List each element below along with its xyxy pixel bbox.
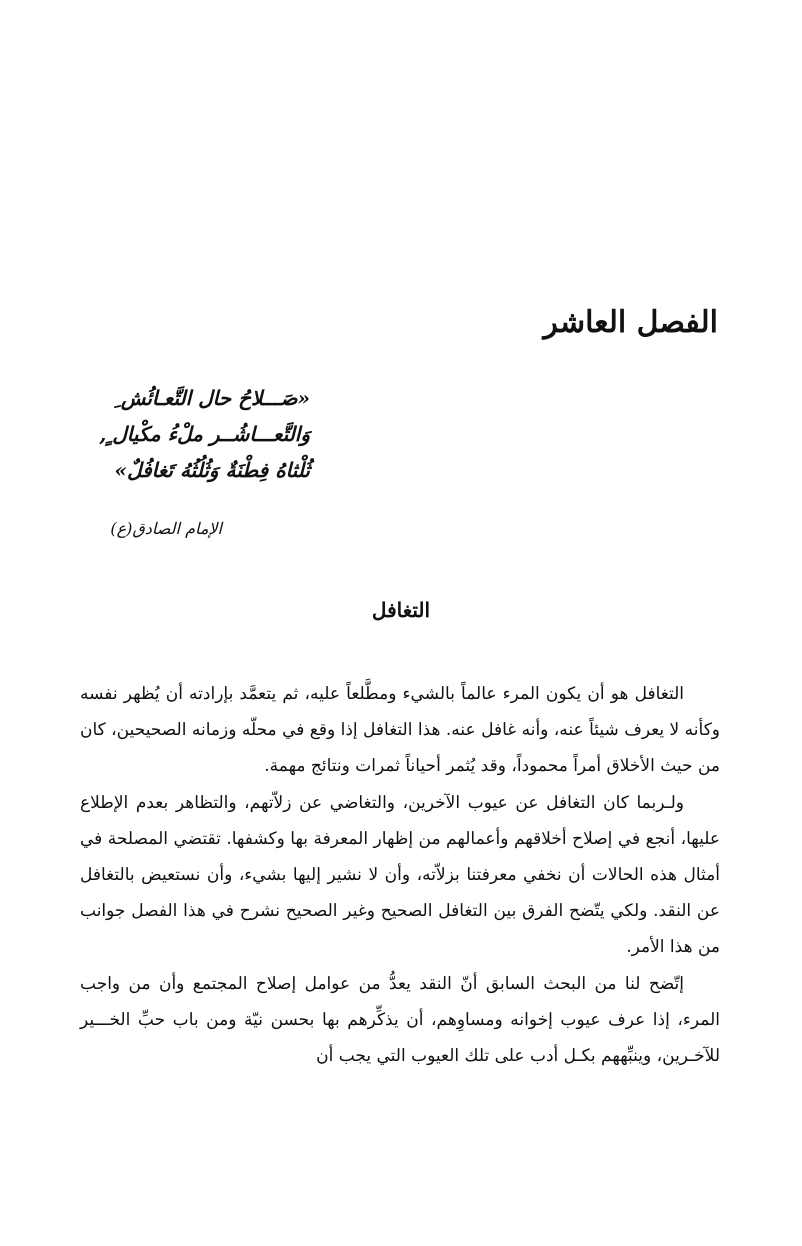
paragraph: ولـربما كان التغافل عن عيوب الآخرين، والتغاضي عن زلاّتهم، والتظاهر بعدم الإطلاع عليها، أنجع في إصلاح أخلاقهم وأعمالهم من إظهار المعرفة بها وكشفها. تقتضي المصلحة في أمثال هذه الحالات أن نخفي معرفتنا بزلاّته، وأن لا نشير إليها بشيء، وأن نستعيض بالتغافل عن النقد. ولكي يتّضح الفرق بين التغافل الصحيح وغير الصحيح نشرح في هذا الفصل جوانب من هذا الأمر. (80, 792, 720, 958)
paragraph: التغافل هو أن يكون المرء عالماً بالشيء ومطَّلعاً عليه، ثم يتعمَّد بإرادته أن يُظهر نفسه وكأنه لا يعرف شيئاً عنه، وأنه غافل عنه. هذا التغافل إذا وقع في محلّه وزمانه الصحيحين، كان من حيث الأخلاق أمراً محموداً، وقد يُثمر أحياناً ثمرات ونتائج مهمة. (80, 684, 720, 777)
epigraph-line: «صَـــلاحُ حال التَّعـائُش ِ (114, 386, 310, 410)
epigraph-quote (80, 380, 310, 488)
epigraph-attribution: الإمام الصادق(ع) (110, 519, 222, 538)
body-text (80, 676, 720, 1074)
epigraph-line: وَالتَّعـــاشُــر ملْءُ مكْيال ٍ, (99, 422, 310, 446)
section-title: التغافل (371, 598, 431, 622)
paragraph: إتّضح لنا من البحث السابق أنّ النقد يعدُّ من عوامل إصلاح المجتمع وأن من واجب المرء، إذا عرف عيوب إخوانه ومساوِهم، أن يذكِّرهم بها بحسن نيّة ومن باب حبِّ الخـــير للآخـرين، وينبِّههم بكـل أدب على تلك العيوب التي يجب أن (80, 973, 720, 1067)
epigraph-line: ثُلْثاهُ فِطْنَةٌ وَثُلُثُهُ تَغافُلٌ» (114, 458, 310, 482)
chapter-title: الفصل العاشر (543, 305, 718, 340)
